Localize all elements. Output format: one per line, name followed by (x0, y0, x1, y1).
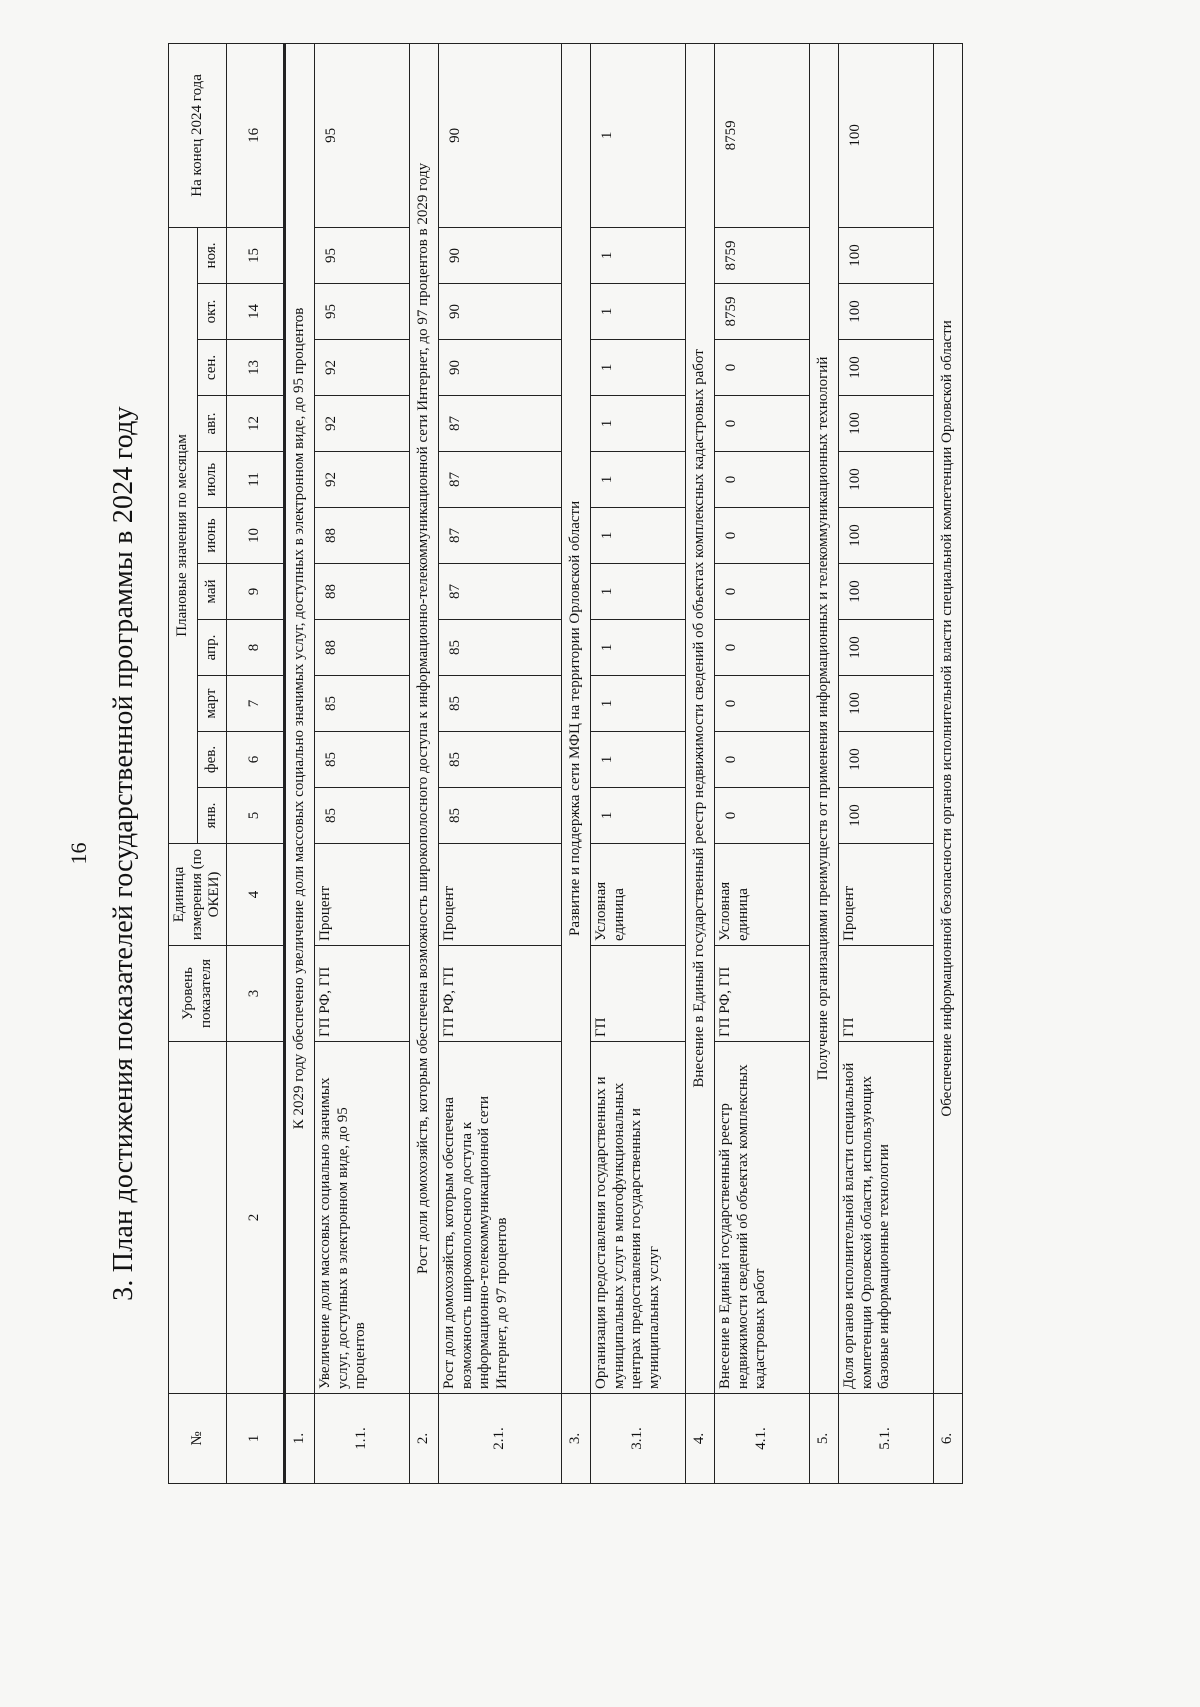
column-number: 4 (227, 844, 285, 946)
indicator-level: ГП РФ, ГП (315, 946, 410, 1042)
month-value: 95 (315, 284, 410, 340)
month-value: 87 (439, 396, 562, 452)
month-value: 1 (591, 676, 686, 732)
month-value: 85 (439, 788, 562, 844)
month-value: 92 (315, 340, 410, 396)
section-title: Развитие и поддержка сети МФЦ на территории Орловской области (562, 43, 591, 1393)
month-value: 87 (439, 508, 562, 564)
month-value: 1 (591, 620, 686, 676)
indicator-unit: Условная единица (715, 844, 810, 946)
section-row (686, 43, 715, 1483)
section-number: 3. (562, 1394, 591, 1484)
month-value: 88 (315, 620, 410, 676)
indicator-level: ГП (839, 946, 934, 1042)
header-month: фев. (198, 732, 227, 788)
section-row (562, 43, 591, 1483)
section-title: К 2029 году обеспечено увеличение доли массовых социально значимых услуг, доступных в электронном виде, до 95 процентов (285, 43, 315, 1393)
end-of-year-value: 100 (839, 43, 934, 227)
month-value: 8759 (715, 284, 810, 340)
header-end-of-year: На конец 2024 года (169, 43, 227, 227)
section-row (934, 43, 963, 1483)
indicator-name: Организация предоставления государственных и муниципальных услуг в многофункциональных центрах предоставления государственных и муниципальных услуг (591, 1042, 686, 1394)
column-number: 11 (227, 452, 285, 508)
column-number: 10 (227, 508, 285, 564)
indicator-number: 1.1. (315, 1394, 410, 1484)
indicator-unit: Процент (439, 844, 562, 946)
month-value: 85 (439, 732, 562, 788)
table-header (169, 43, 285, 1483)
month-value: 88 (315, 564, 410, 620)
section-number: 2. (410, 1394, 439, 1484)
section-title: Внесение в Единый государственный реестр недвижимости сведений об объектах комплексных кадастровых работ (686, 43, 715, 1393)
month-value: 85 (439, 676, 562, 732)
column-number: 8 (227, 620, 285, 676)
column-number: 15 (227, 227, 285, 283)
header-month: янв. (198, 788, 227, 844)
end-of-year-value: 8759 (715, 43, 810, 227)
indicator-level: ГП (591, 946, 686, 1042)
column-number: 3 (227, 946, 285, 1042)
indicator-level: ГП РФ, ГП (715, 946, 810, 1042)
month-value: 100 (839, 227, 934, 283)
month-value: 100 (839, 508, 934, 564)
indicator-level: ГП РФ, ГП (439, 946, 562, 1042)
month-value: 1 (591, 508, 686, 564)
section-title: Обеспечение информационной безопасности органов исполнительной власти специальной компетенции Орловской области (934, 43, 963, 1393)
month-value: 85 (439, 620, 562, 676)
section-number: 5. (810, 1394, 839, 1484)
header-month: май (198, 564, 227, 620)
month-value: 95 (315, 227, 410, 283)
header-indicator (169, 1042, 227, 1394)
indicator-unit: Процент (839, 844, 934, 946)
header-month: июнь (198, 508, 227, 564)
indicator-unit: Процент (315, 844, 410, 946)
section-row (285, 43, 315, 1483)
month-value: 100 (839, 564, 934, 620)
indicator-name: Рост доли домохозяйств, которым обеспечена возможность широкополосного доступа к информационно-телекоммуникационной сети Интернет, до 97 процентов (439, 1042, 562, 1394)
month-value: 92 (315, 396, 410, 452)
section-number: 4. (686, 1394, 715, 1484)
page-title: 3. План достижения показателей государственной программы в 2024 году (108, 406, 139, 1301)
month-value: 1 (591, 340, 686, 396)
indicator-row (439, 43, 562, 1483)
month-value: 1 (591, 227, 686, 283)
indicators-table (168, 43, 963, 1484)
month-value: 1 (591, 396, 686, 452)
month-value: 85 (315, 732, 410, 788)
month-value: 100 (839, 620, 934, 676)
indicator-name: Увеличение доли массовых социально значимых услуг, доступных в электронном виде, до 95 процентов (315, 1042, 410, 1394)
indicator-row (715, 43, 810, 1483)
month-value: 8759 (715, 227, 810, 283)
month-value: 100 (839, 452, 934, 508)
month-value: 1 (591, 788, 686, 844)
section-title: Рост доли домохозяйств, которым обеспечена возможность широкополосного доступа к информационно-телекоммуникационной сети Интернет, до 97 процентов в 2029 году (410, 43, 439, 1393)
header-no: № (169, 1394, 227, 1484)
column-number: 16 (227, 43, 285, 227)
month-value: 100 (839, 396, 934, 452)
column-number: 13 (227, 340, 285, 396)
header-month: окт. (198, 284, 227, 340)
month-value: 100 (839, 284, 934, 340)
column-number-row (227, 43, 285, 1483)
section-title: Получение организациями преимуществ от применения информационных и телекоммуникационных технологий (810, 43, 839, 1393)
end-of-year-value: 95 (315, 43, 410, 227)
indicator-number: 4.1. (715, 1394, 810, 1484)
column-number: 6 (227, 732, 285, 788)
month-value: 0 (715, 452, 810, 508)
month-value: 100 (839, 732, 934, 788)
month-value: 0 (715, 508, 810, 564)
indicator-row (839, 43, 934, 1483)
indicator-number: 3.1. (591, 1394, 686, 1484)
month-value: 0 (715, 396, 810, 452)
header-monthly-group: Плановые значения по месяцам (169, 227, 198, 843)
column-number: 12 (227, 396, 285, 452)
month-value: 92 (315, 452, 410, 508)
header-month: авг. (198, 396, 227, 452)
month-value: 87 (439, 564, 562, 620)
indicator-name: Внесение в Единый государственный реестр недвижимости сведений об объектах комплексных кадастровых работ (715, 1042, 810, 1394)
header-month: сен. (198, 340, 227, 396)
section-number: 1. (285, 1394, 315, 1484)
month-value: 0 (715, 564, 810, 620)
month-value: 90 (439, 227, 562, 283)
month-value: 1 (591, 452, 686, 508)
indicator-number: 5.1. (839, 1394, 934, 1484)
column-number: 14 (227, 284, 285, 340)
indicator-row (315, 43, 410, 1483)
column-number: 1 (227, 1394, 285, 1484)
month-value: 0 (715, 676, 810, 732)
table-body (285, 43, 963, 1483)
header-month: март (198, 676, 227, 732)
month-value: 90 (439, 340, 562, 396)
column-number: 9 (227, 564, 285, 620)
month-value: 100 (839, 676, 934, 732)
column-number: 7 (227, 676, 285, 732)
month-value: 100 (839, 340, 934, 396)
month-value: 100 (839, 788, 934, 844)
month-value: 1 (591, 564, 686, 620)
month-value: 0 (715, 620, 810, 676)
month-value: 85 (315, 788, 410, 844)
column-number: 5 (227, 788, 285, 844)
month-value: 90 (439, 284, 562, 340)
indicator-name: Доля органов исполнительной власти специальной компетенции Орловской области, использующих базовые информационные технологии (839, 1042, 934, 1394)
column-number: 2 (227, 1042, 285, 1394)
month-value: 0 (715, 788, 810, 844)
month-value: 1 (591, 284, 686, 340)
end-of-year-value: 90 (439, 43, 562, 227)
month-value: 88 (315, 508, 410, 564)
indicator-row (591, 43, 686, 1483)
month-value: 0 (715, 340, 810, 396)
end-of-year-value: 1 (591, 43, 686, 227)
month-value: 1 (591, 732, 686, 788)
section-number: 6. (934, 1394, 963, 1484)
indicator-number: 2.1. (439, 1394, 562, 1484)
header-month: апр. (198, 620, 227, 676)
month-value: 85 (315, 676, 410, 732)
page-number: 16 (66, 842, 91, 865)
header-month: июль (198, 452, 227, 508)
month-value: 0 (715, 732, 810, 788)
header-level: Уровень показателя (169, 946, 227, 1042)
indicator-unit: Условная единица (591, 844, 686, 946)
header-unit: Единица измерения (по ОКЕИ) (169, 844, 227, 946)
month-value: 87 (439, 452, 562, 508)
section-row (410, 43, 439, 1483)
section-row (810, 43, 839, 1483)
header-month: ноя. (198, 227, 227, 283)
